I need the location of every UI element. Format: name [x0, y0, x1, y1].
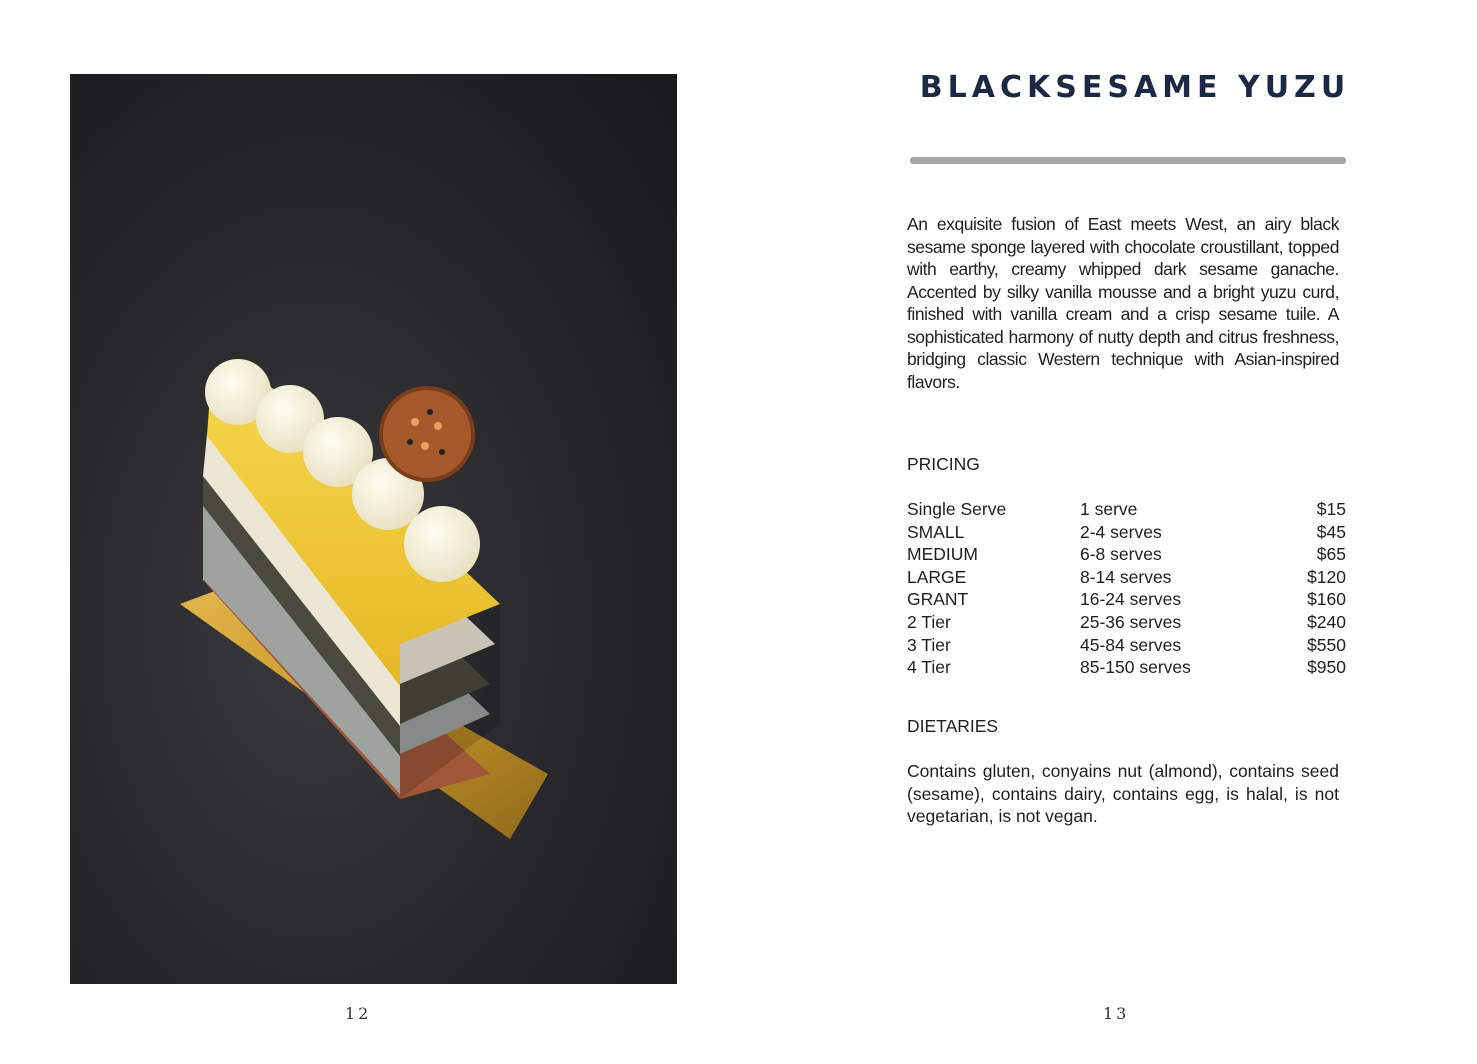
dietaries-heading: DIETARIES [907, 716, 999, 736]
pricing-serves: 85-150 serves [1080, 657, 1191, 678]
pricing-size: 3 Tier [907, 634, 951, 655]
pricing-serves: 16-24 serves [1080, 589, 1182, 610]
pricing-price: $45 [1316, 521, 1346, 542]
pricing-serves: 6-8 serves [1080, 544, 1162, 565]
pricing-size: 4 Tier [907, 657, 951, 678]
pricing-row [907, 656, 1346, 679]
cake-photo [70, 74, 677, 984]
pricing-serves: 45-84 serves [1080, 634, 1182, 655]
pricing-row [907, 543, 1346, 566]
pricing-row [907, 634, 1346, 657]
dietaries-text: Contains gluten, conyains nut (almond), contains seed (sesame), contains dairy, contains egg, is halal, is not vegetarian, is not vegan. [907, 761, 1339, 826]
pricing-price: $550 [1307, 634, 1346, 655]
cake-title: BLACKSESAME YUZU [919, 70, 1351, 105]
pricing-size: LARGE [907, 566, 967, 587]
pricing-price: $65 [1316, 544, 1346, 565]
pricing-size: SMALL [907, 521, 965, 542]
pricing-heading: PRICING [907, 454, 980, 474]
pricing-size: MEDIUM [907, 544, 978, 565]
cake-illustration [70, 74, 677, 984]
pricing-price: $15 [1316, 499, 1346, 519]
page-number-left: 12 [345, 1004, 372, 1023]
pricing-price: $950 [1307, 657, 1346, 678]
pricing-price: $120 [1307, 566, 1346, 587]
pricing-serves: 1 serve [1080, 499, 1138, 519]
pricing-price: $160 [1307, 589, 1346, 610]
pricing-row [907, 611, 1346, 634]
cake-description: An exquisite fusion of East meets West, an airy black sesame sponge layered with chocolate croustillant, topped with earthy, creamy whipped dark sesame ganache. Accented by silky vanilla mousse and a bright yuzu curd, finished with vanilla cream and a crisp sesame tuile. A sophisticated harmony of nutty depth and citrus freshness, bridging classic Western technique with Asian-inspired flavors. [907, 214, 1339, 392]
pricing-row [907, 566, 1346, 589]
pricing-serves: 2-4 serves [1080, 521, 1162, 542]
pricing-row [907, 521, 1346, 544]
pricing-serves: 25-36 serves [1080, 611, 1182, 632]
pricing-price: $240 [1307, 611, 1346, 632]
pricing-row [907, 588, 1346, 611]
pricing-table [907, 498, 1346, 679]
pricing-size: Single Serve [907, 499, 1007, 519]
pricing-size: GRANT [907, 589, 969, 610]
page-number-right: 13 [1103, 1004, 1130, 1023]
pricing-row [907, 498, 1346, 521]
title-divider [910, 157, 1346, 164]
pricing-size: 2 Tier [907, 611, 951, 632]
pricing-serves: 8-14 serves [1080, 566, 1172, 587]
